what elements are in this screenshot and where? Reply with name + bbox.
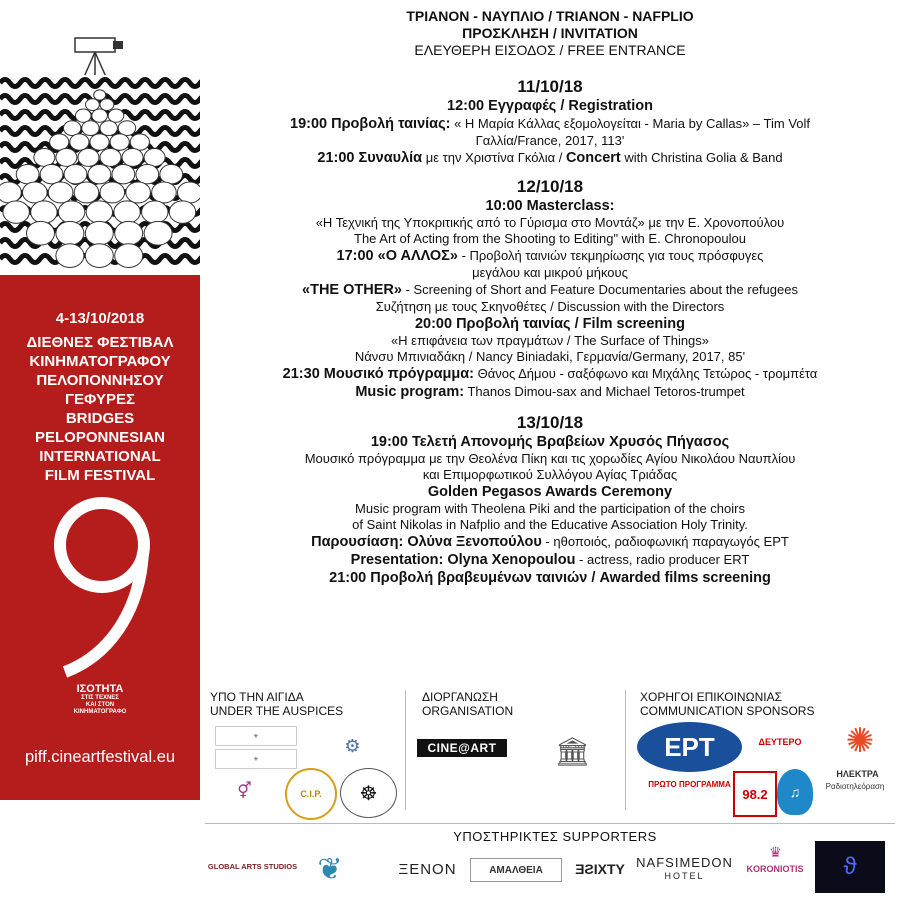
nafsimedon-logo: NAFSIMEDON [636, 854, 733, 870]
face-icon [70, 134, 89, 150]
face-icon [136, 165, 159, 184]
face-icon [48, 182, 73, 203]
sponsors-footer [205, 686, 900, 915]
title-line: BRIDGES [65, 410, 135, 427]
music-title: 21:30 Μουσικό πρόγραμμα: [282, 366, 474, 382]
film-screening: 20:00 Προβολή ταινίας / Film screening [414, 316, 686, 332]
organisation-en: ORGANISATION [422, 704, 514, 718]
face-icon [110, 134, 129, 150]
face-icon [118, 121, 135, 136]
festival-title [0, 310, 200, 485]
other-line [215, 281, 885, 299]
ceremony-title: 19:00 Τελετή Απονομής Βραβείων Χρυσός Πήγασος [370, 434, 730, 450]
surface-title: «Η επιφάνεια των πραγμάτων / The Surface of Things» [390, 333, 710, 348]
face-icon [78, 148, 99, 166]
film-title: « Η Μαρία Κάλλας εξομολογείται - Maria by Callas» – Tim Volf [450, 116, 810, 131]
cineart-logo: CINE@ART [417, 739, 507, 757]
presenter-en: Presentation: Olyna Xenopoulou [350, 552, 576, 568]
masterclass-en: The Art of Acting from the Shooting to Editing" with E. Chronopoulou [354, 231, 746, 246]
choir-logo: ☸ [340, 768, 397, 818]
global-arts-logo: GLOBAL ARTS STUDIOS [207, 861, 298, 871]
ilektra-sub: Ραδιοτηλεόραση [825, 781, 885, 791]
face-icon [56, 148, 77, 166]
masterclass-gr: «Η Τεχνική της Υποκριτικής από το Γύρισμα στο Μοντάζ» με την Ε. Χρονοπούλου [315, 215, 785, 230]
municipality-logo: ⚙ [344, 735, 361, 756]
supporters-label: ΥΠΟΣΤΗΡΙΚΤΕΣ SUPPORTERS [453, 829, 657, 844]
face-icon [115, 221, 143, 245]
day-date: 12/10/18 [516, 177, 584, 196]
wave-pattern [0, 75, 200, 275]
sponsors-gr: ΧΟΡΗΓΟΙ ΕΠΙΚΟΙΝΩΝΙΑΣ [640, 690, 782, 704]
face-icon [31, 201, 57, 223]
festival-side-panel [0, 0, 200, 915]
presenter-role-en: - actress, radio producer ERT [575, 552, 750, 567]
equality-note [20, 683, 180, 716]
festival-url[interactable]: piff.cineartfestival.eu [24, 748, 176, 766]
presenter-gr: Παρουσίαση: Ολύνα Ξενοπούλου [311, 534, 542, 550]
face-icon [0, 182, 21, 203]
divider [205, 823, 895, 824]
face-icon [40, 165, 63, 184]
koroniotis-logo: KORONIOTIS [746, 864, 804, 874]
surface-credit: Νάνσυ Μπινιαδάκη / Nancy Biniadaki, Γερμανία/Germany, 2017, 85' [354, 349, 746, 364]
auspices-en: UNDER THE AUSPICES [210, 704, 344, 718]
festival-dates: 4-13/10/2018 [55, 310, 145, 327]
organisation-gr: ΔΙΟΡΓΑΝΩΣΗ [422, 690, 498, 704]
face-icon [85, 221, 113, 245]
presentation-en [215, 551, 885, 569]
title-line: FILM FESTIVAL [44, 467, 156, 484]
face-icon [75, 109, 91, 122]
face-icon [63, 121, 80, 136]
title-line: ΠΕΛΟΠΟΝΝΗΣΟΥ [36, 372, 164, 389]
deftero-logo: ΔΕΥΤΕΡΟ [758, 737, 802, 747]
presenter-role-gr: - ηθοποιός, ραδιοφωνική παραγωγός ΕΡΤ [541, 534, 789, 549]
auspices-gr: ΥΠΟ ΤΗΝ ΑΙΓΙΔΑ [210, 690, 304, 704]
face-icon [100, 99, 114, 111]
face-icon [27, 221, 55, 245]
face-icon [3, 201, 29, 223]
auspices-label [210, 690, 343, 718]
sponsors-en: COMMUNICATION SPONSORS [640, 704, 815, 718]
concert-text-en: with Christina Golia & Band [620, 150, 783, 165]
face-icon [169, 201, 195, 223]
concert-text: με την Χριστίνα Γκόλια / [422, 150, 566, 165]
equality-sub: ΚΙΝΗΜΑΤΟΓΡΑΦΟ [73, 709, 127, 715]
divider [405, 690, 406, 810]
hotel-label: HOTEL [664, 871, 705, 881]
program [215, 8, 885, 587]
ilektra-swirl-icon: ✺ [845, 722, 875, 760]
face-icon [108, 109, 124, 122]
face-icon [90, 134, 109, 150]
masterclass: 10:00 Masterclass: [485, 198, 615, 214]
xenon-logo: ΞΕΝΟΝ [398, 860, 457, 878]
face-icon [177, 182, 200, 203]
ceremony-line: Μουσικό πρόγραμμα με την Θεολένα Πίκη και τις χορωδίες Αγίου Νικολάου Ναυπλίου [304, 451, 796, 466]
ministry-logo: ⚜ [215, 726, 297, 746]
sponsors-label [640, 690, 814, 718]
face-icon [126, 182, 151, 203]
film-line [215, 115, 885, 133]
organisation-label [422, 690, 513, 718]
venue-title: ΤΡΙΑΝΟΝ - ΝΑΥΠΛΙΟ / TRIANON - NAFPLIO [406, 8, 694, 24]
face-icon [130, 134, 149, 150]
face-icon [92, 109, 108, 122]
wave-line [0, 80, 200, 87]
radio-982-logo: 98.2 [733, 771, 777, 817]
sixty-logo: ƎƧIXTY [575, 861, 625, 877]
face-icon [50, 134, 69, 150]
face-icon [114, 201, 140, 223]
face-icon [100, 121, 117, 136]
face-icon [56, 221, 84, 245]
face-icon [144, 221, 172, 245]
face-icon [86, 99, 100, 111]
title-line: ΓΕΦΥΡΕΣ [65, 391, 135, 408]
ionic-column-logo: 🏛 [554, 735, 591, 767]
other-text: - Screening of Short and Feature Documentaries about the refugees [401, 282, 798, 297]
face-icon [34, 148, 55, 166]
divider [625, 690, 626, 810]
golden-pegasos: Golden Pegasos Awards Ceremony [427, 484, 673, 500]
presentation-gr [215, 533, 885, 551]
invitation-title: ΠΡΟΣΚΛΗΣΗ / INVITATION [462, 25, 638, 41]
concert-label: Concert [565, 150, 621, 166]
edition-number-nine [40, 490, 160, 680]
face-icon [142, 201, 168, 223]
day-date: 11/10/18 [517, 77, 583, 96]
ert-logo: ΕΡΤ [637, 722, 742, 772]
allos-line [215, 247, 885, 265]
film-country: Γαλλία/France, 2017, 113' [475, 133, 625, 148]
crown-icon: ♛ [769, 843, 782, 860]
gender-equality-logo: ⚥ [237, 783, 252, 800]
allos-title: 17:00 «Ο ΑΛΛΟΣ» [336, 248, 458, 264]
allos-line2: μεγάλου και μικρού μήκους [472, 265, 628, 280]
proto-programma-logo: ΠΡΩΤΟ ΠΡΟΓΡΑΜΜΑ [648, 779, 731, 789]
title-line: PELOPONNESIAN [34, 429, 166, 446]
face-icon [58, 201, 84, 223]
face-icon [16, 165, 39, 184]
day-date: 13/10/18 [516, 413, 584, 432]
face-icon [74, 182, 99, 203]
discussion: Συζήτηση με τους Σκηνοθέτες / Discussion with the Directors [375, 299, 725, 314]
face-icon [122, 148, 143, 166]
face-icon [23, 182, 48, 203]
face-icon [144, 148, 165, 166]
music-text: Θάνος Δήμου - σαξόφωνο και Μιχάλης Τετώρος - τρομπέτα [473, 366, 818, 381]
ceremony-en-line: of Saint Nikolas in Nafplio and the Educative Association Holy Trinity. [352, 517, 748, 532]
face-icon [82, 121, 99, 136]
music-en-line [215, 383, 885, 401]
face-icon [100, 182, 125, 203]
equality-sub: ΚΑΙ ΣΤΟΝ [85, 702, 115, 708]
equality-title: ΙΣΟΤΗΤΑ [76, 683, 124, 695]
region-logo: ⚜ [215, 749, 297, 769]
free-entrance: ΕΛΕΥΘΕΡΗ ΕΙΣΟΔΟΣ / FREE ENTRANCE [414, 42, 686, 58]
ilektra-logo: ΗΛΕΚΤΡΑ [836, 769, 879, 779]
film-time: 19:00 Προβολή ταινίας: [290, 116, 451, 132]
face-icon [85, 244, 113, 268]
other-title: «THE OTHER» [302, 282, 402, 298]
title-line: ΚΙΝΗΜΑΤΟΓΡΑΦΟΥ [29, 353, 171, 370]
amalthia-logo: ΑΜΑΛΘΕΙΑ [470, 858, 562, 882]
feather-logo: ❦ [317, 852, 343, 886]
face-icon [94, 90, 106, 100]
face-icon [115, 244, 143, 268]
equality-sub: ΣΤΙΣ ΤΕΧΝΕΣ [81, 695, 119, 701]
concert-line [215, 149, 885, 167]
face-icon [100, 148, 121, 166]
face-icon [86, 201, 112, 223]
title-line: ΔΙΕΘΝΕΣ ΦΕΣΤΙΒΑΛ [26, 334, 174, 351]
allos-text: - Προβολή ταινιών τεκμηρίωσης για τους πρόσφυγες [457, 248, 764, 263]
registration: 12:00 Εγγραφές / Registration [447, 98, 653, 114]
face-icon [112, 165, 135, 184]
ceremony-en-line: Music program with Theolena Piki and the participation of the choirs [355, 501, 745, 516]
title-line: INTERNATIONAL [39, 448, 161, 465]
face-icon [152, 182, 177, 203]
face-icon [88, 165, 111, 184]
concert-time: 21:00 Συναυλία [317, 150, 423, 166]
music-en-text: Thanos Dimou-sax and Michael Tetoros-trumpet [464, 384, 745, 399]
face-icon [56, 244, 84, 268]
awarded-screening: 21:00 Προβολή βραβευμένων ταινιών / Awarded films screening [329, 570, 771, 586]
cip-logo: C.I.P. [285, 768, 337, 820]
ceremony-line: και Επιμορφωτικού Συλλόγου Αγίας Τριάδας [422, 467, 678, 482]
music-en-title: Music program: [355, 384, 465, 400]
face-icon [160, 165, 183, 184]
face-icon [64, 165, 87, 184]
music-line [215, 365, 885, 383]
guitar-pick-logo: ♫ [777, 769, 813, 815]
dark-logo: ϑ [815, 841, 885, 893]
